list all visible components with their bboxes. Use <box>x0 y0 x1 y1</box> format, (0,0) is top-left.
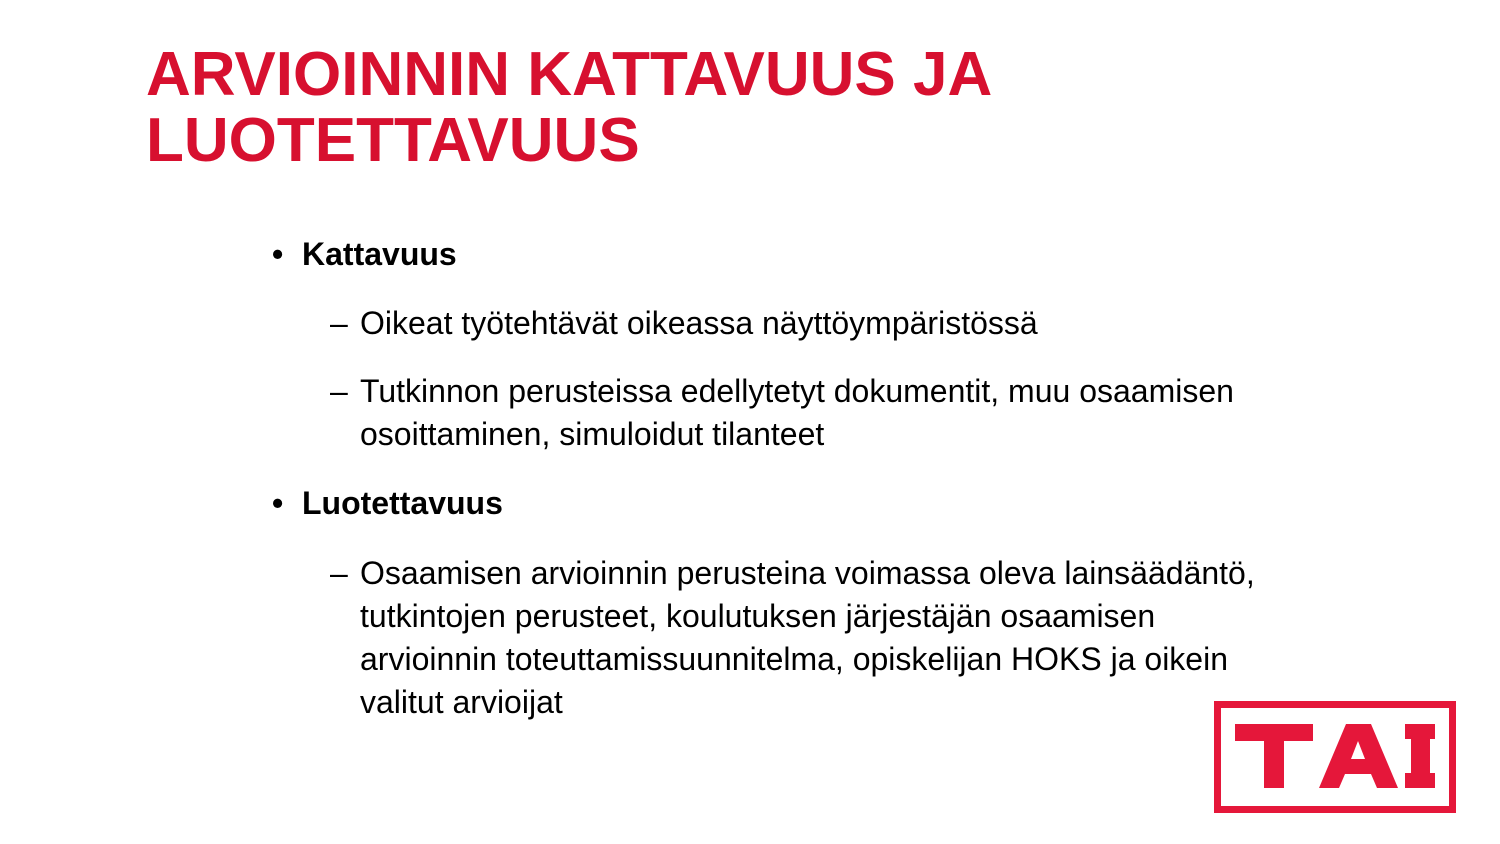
dash-icon: – <box>330 305 348 341</box>
dash-icon: – <box>330 555 348 591</box>
bullet-heading: Kattavuus <box>302 236 457 272</box>
sub-bullet-text: Oikeat työtehtävät oikeassa näyttöympäristössä <box>360 305 1038 341</box>
slide-title-line-2: LUOTETTAVUUS <box>146 106 640 175</box>
bullet-icon: • <box>272 236 284 272</box>
sub-bullet-text: Osaamisen arvioinnin perusteina voimassa oleva lainsäädäntö, tutkintojen perusteet, koulutuksen järjestäjän osaamisen arvioinnin toteuttamissuunnitelma, opiskelijan HOKS ja oikein valitut arvioijat <box>360 555 1255 720</box>
tai-logo <box>1214 701 1456 813</box>
sub-bullet <box>330 552 1290 724</box>
bullet-icon: • <box>272 485 284 521</box>
sub-bullet-text: Tutkinnon perusteissa edellytetyt dokumentit, muu osaamisen osoittaminen, simuloidut tilanteet <box>360 373 1234 452</box>
dash-icon: – <box>330 373 348 409</box>
tai-logo-mark <box>1221 708 1449 806</box>
bullet-heading: Luotettavuus <box>302 485 503 521</box>
bullet-kattavuus <box>272 234 457 274</box>
sub-bullet <box>330 302 1340 345</box>
bullet-luotettavuus <box>272 483 503 523</box>
sub-bullet <box>330 370 1340 456</box>
slide-title-line-1: ARVIOINNIN KATTAVUUS JA <box>146 40 993 109</box>
